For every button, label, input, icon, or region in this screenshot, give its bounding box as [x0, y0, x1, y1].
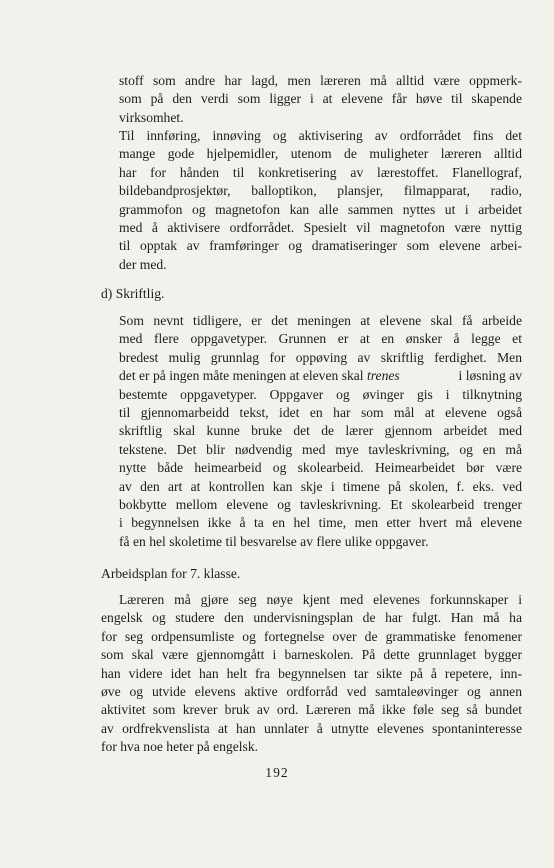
- text-line: bildebandprosjektør, balloptikon, plansjer, filmapparat, radio,: [119, 183, 522, 199]
- text-line: mange gode hjelpemidler, utenom de muligheter læreren alltid: [119, 146, 522, 162]
- italic-word: trenes: [367, 368, 400, 384]
- text-line: bokbytte mellom elevene og tavleskrivning. Et skolearbeid trenger: [119, 497, 522, 513]
- text-line: få en hel skoletime til besvarelse av flere ulike oppgaver.: [119, 533, 429, 549]
- text-line: aktivitet som krever bruk av ord. Læreren må ikke føle seg så bundet: [101, 702, 522, 718]
- text-line: øve og utvide elevens aktive ordforråd ved samtaleøvinger og annen: [101, 684, 522, 700]
- text-line: for hva noe heter på engelsk.: [101, 739, 259, 755]
- text-line: han videre idet han helt fra begynnelsen tar sikte på å repetere, inn-: [101, 665, 522, 681]
- text-line: bestemte oppgavetyper. Oppgaver og øvinger gis i tilknytning: [119, 386, 522, 402]
- text-line: bredest mulig grunnlag for oppøving av skriftlig ferdighet. Men: [119, 349, 522, 365]
- paragraph-aids: [119, 127, 522, 274]
- text-line: av ordfrekvenslista at han unnlater å utnytte elevenes spontaninteresse: [101, 720, 522, 736]
- text-line: grammofon og magnetofon kan alle sammen nyttes ut i arbeidet: [119, 201, 522, 217]
- text-line: skriftlig skal kunne bruke det de lærer gjennom arbeidet med: [119, 423, 522, 439]
- text-line: som skal være gjennomgått i barneskolen. På dette grunnlaget bygger: [101, 647, 522, 663]
- text-line: engelsk og studere den undervisningsplan de har fulgt. Han må ha: [101, 610, 522, 626]
- text-line: tekstene. Det blir nødvendig med mye tavleskrivning, og en må: [119, 441, 522, 457]
- page-number: 192: [265, 765, 289, 780]
- text-line: nytte både heimearbeid og skolearbeid. Heimearbeidet bør være: [119, 460, 522, 476]
- text-line: av den art at kontrollen kan skje i timene på skolen, f. eks. ved: [119, 478, 522, 494]
- text-fragment: i løsning av: [455, 368, 522, 384]
- text-line: til opptak av framføringer og dramatiseringer som elevene arbei-: [119, 238, 522, 254]
- paragraph-continuation: [119, 72, 522, 127]
- text-line: i begynnelsen ikke å ta en hel time, men etter hvert må elevene: [119, 515, 522, 531]
- text-line: [119, 367, 522, 385]
- text-line: Som nevnt tidligere, er det meningen at elevene skal få arbeide: [119, 313, 522, 328]
- text-line: for seg ordpensumliste og fortegnelse over de grammatiske fenomener: [101, 628, 522, 644]
- text-line: som på den verdi som ligger i at elevene får høve til skapende: [119, 91, 522, 107]
- text-line: Læreren må gjøre seg nøye kjent med elevenes forkunnskaper i: [119, 592, 522, 607]
- text-line: med å aktivisere ordforrådet. Spesielt vil magnetofon være nyttig: [119, 220, 522, 236]
- section-heading-arbeidsplan: Arbeidsplan for 7. klasse.: [101, 566, 241, 581]
- text-line: der med.: [119, 256, 167, 272]
- text-line: med flere oppgavetyper. Grunnen er at en ønsker å legge et: [119, 331, 522, 347]
- text-line: har for hånden til konkretisering av lærestoffet. Flanellograf,: [119, 164, 522, 180]
- text-line: Til innføring, innøving og aktivisering av ordforrådet fins det: [119, 128, 522, 143]
- text-line: til gjennomarbeidd tekst, idet en har som mål at elevene også: [119, 405, 522, 421]
- text-line: stoff som andre har lagd, men læreren må alltid være oppmerk-: [119, 73, 522, 88]
- paragraph-arbeidsplan: [101, 591, 522, 757]
- paragraph-skriftlig: [119, 312, 522, 551]
- section-heading-skriftlig: d) Skriftlig.: [101, 286, 165, 301]
- text-line: virksomhet.: [119, 109, 184, 125]
- text-fragment: det er på ingen måte meningen at eleven skal: [119, 368, 367, 384]
